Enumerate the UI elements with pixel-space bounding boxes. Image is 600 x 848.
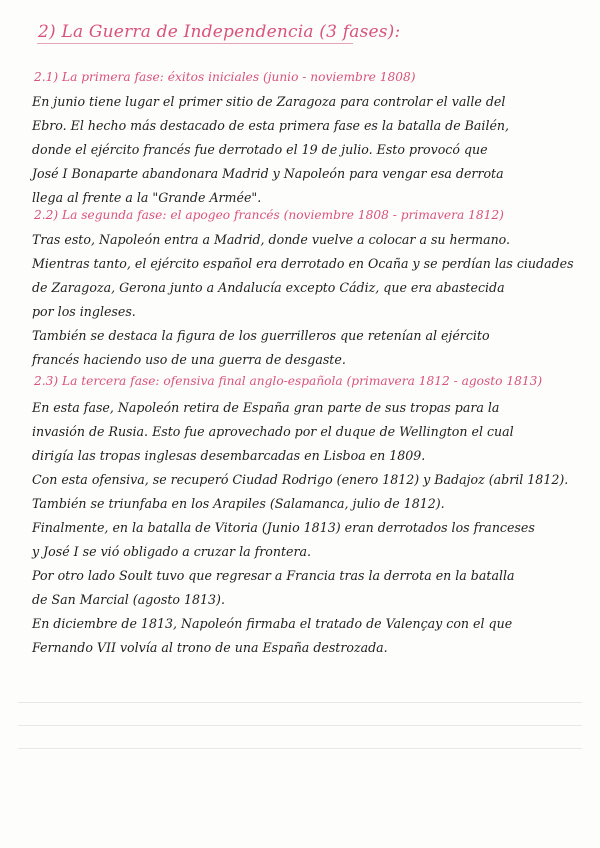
section-2-line: También se destaca la figura de los guerrilleros que retenían al ejército [32, 328, 490, 343]
title-underline [37, 43, 353, 44]
section-3-line: Finalmente, en la batalla de Vitoria (Junio 1813) eran derrotados los franceses [32, 520, 535, 535]
section-2-line: de Zaragoza, Gerona junto a Andalucía excepto Cádiz, que era abastecida [32, 280, 505, 295]
section-3-line: de San Marcial (agosto 1813). [32, 592, 225, 607]
section-1-line: En junio tiene lugar el primer sitio de Zaragoza para controlar el valle del [32, 94, 506, 109]
section-1-line: Ebro. El hecho más destacado de esta primera fase es la batalla de Bailén, [32, 118, 510, 133]
section-3-line: Fernando VII volvía al trono de una España destrozada. [32, 640, 388, 655]
section-3-line: Con esta ofensiva, se recuperó Ciudad Rodrigo (enero 1812) y Badajoz (abril 1812). [32, 472, 569, 487]
section-2-line: por los ingleses. [32, 304, 136, 319]
section-3-line: invasión de Rusia. Esto fue aprovechado por el duque de Wellington el cual [32, 424, 514, 439]
section-3-heading: 2.3) La tercera fase: ofensiva final anglo-española (primavera 1812 - agosto 1813) [34, 374, 543, 388]
section-2-heading: 2.2) La segunda fase: el apogeo francés (noviembre 1808 - primavera 1812) [34, 208, 504, 222]
page-title: 2) La Guerra de Independencia (3 fases): [38, 22, 401, 42]
section-1-heading: 2.1) La primera fase: éxitos iniciales (junio - noviembre 1808) [34, 70, 416, 84]
section-3-line: También se triunfaba en los Arapiles (Salamanca, julio de 1812). [32, 496, 445, 511]
section-3-line: dirigía las tropas inglesas desembarcadas en Lisboa en 1809. [32, 448, 426, 463]
section-3-line: En diciembre de 1813, Napoleón firmaba el tratado de Valençay con el que [32, 616, 513, 631]
section-2-line: Tras esto, Napoleón entra a Madrid, donde vuelve a colocar a su hermano. [32, 232, 511, 247]
paper-bleed-through [18, 680, 582, 770]
section-3-line: En esta fase, Napoleón retira de España gran parte de sus tropas para la [32, 400, 500, 415]
section-2-line: Mientras tanto, el ejército español era derrotado en Ocaña y se perdían las ciudades [32, 256, 574, 271]
section-3-line: y José I se vió obligado a cruzar la frontera. [32, 544, 312, 559]
section-3-line: Por otro lado Soult tuvo que regresar a Francia tras la derrota en la batalla [32, 568, 515, 583]
section-1-line: llega al frente a la "Grande Armée". [32, 190, 262, 205]
section-1-line: José I Bonaparte abandonara Madrid y Napoleón para vengar esa derrota [32, 166, 504, 181]
section-1-line: donde el ejército francés fue derrotado el 19 de julio. Esto provocó que [32, 142, 488, 157]
section-2-line: francés haciendo uso de una guerra de desgaste. [32, 352, 346, 367]
